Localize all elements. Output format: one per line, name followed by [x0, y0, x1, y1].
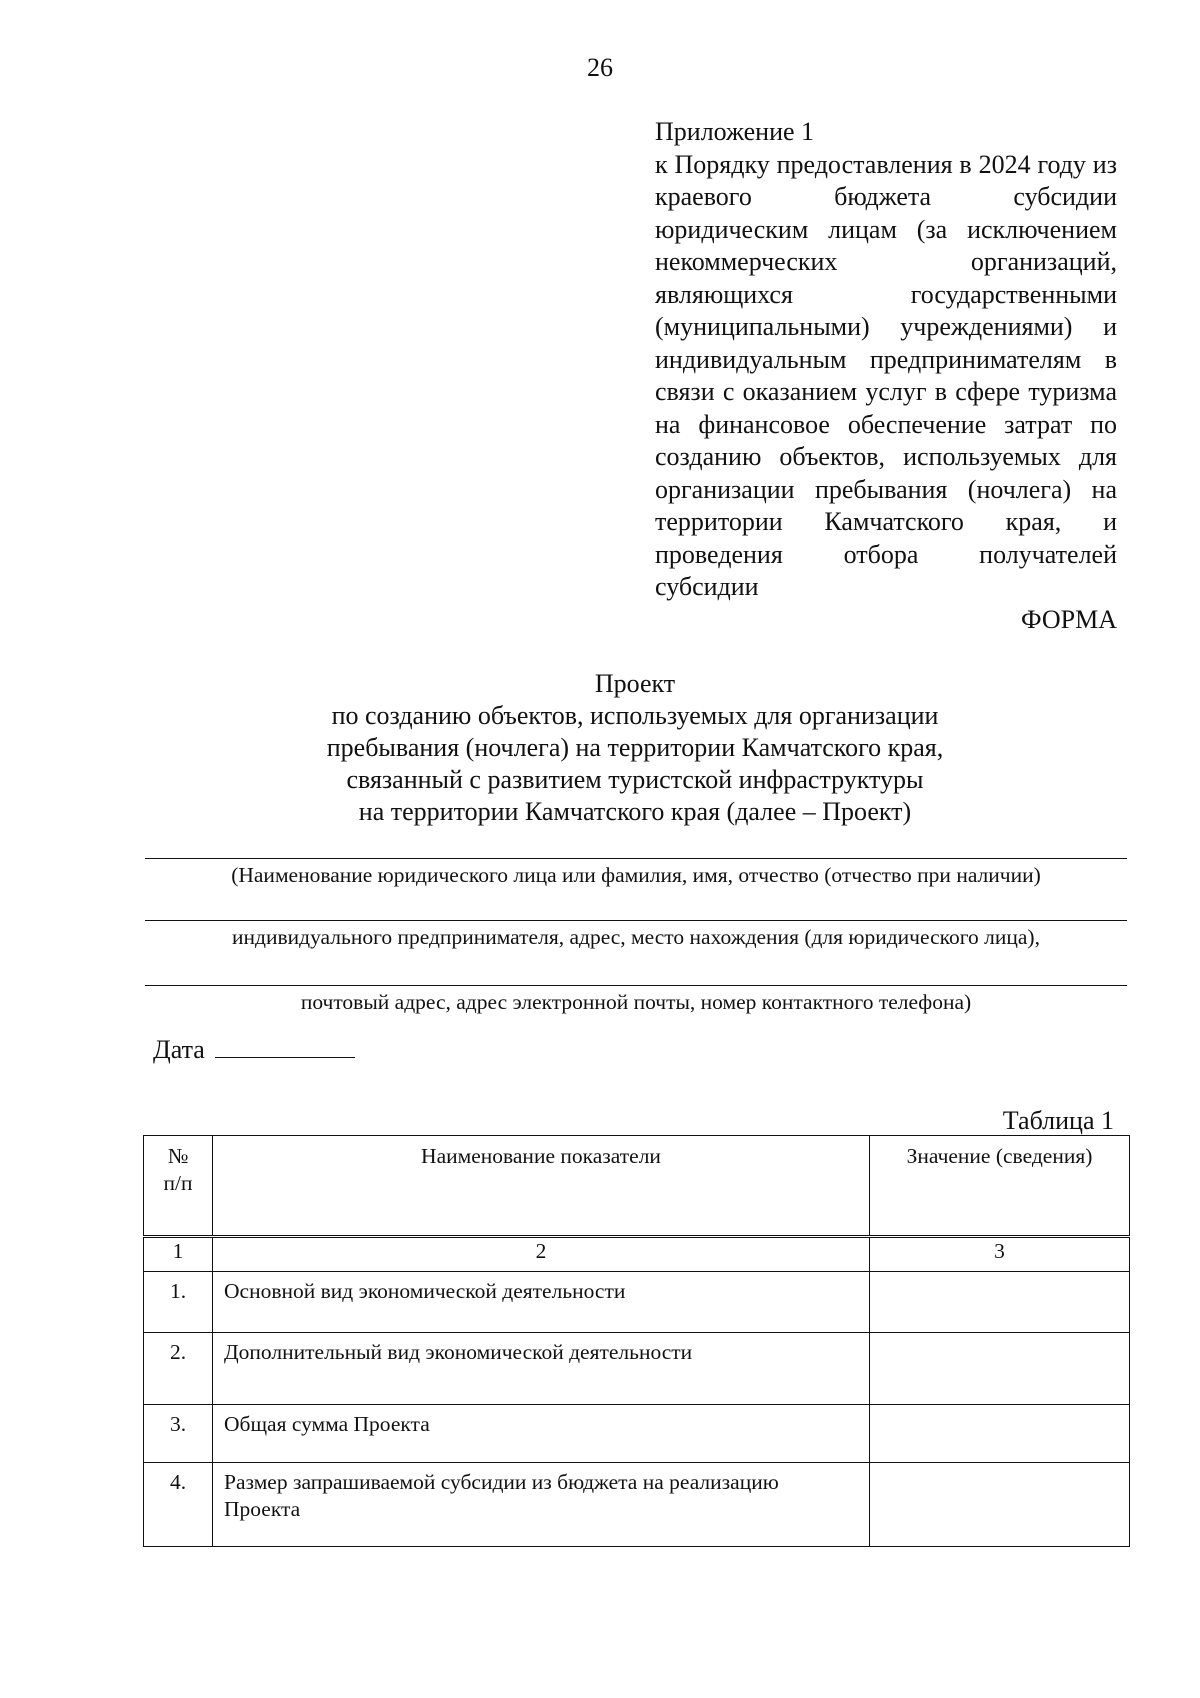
- row-value-cell[interactable]: [870, 1405, 1130, 1463]
- header-num-line: п/п: [163, 1171, 193, 1195]
- applicant-caption: индивидуального предпринимателя, адрес, место нахождения (для юридического лица),: [232, 925, 1040, 949]
- date-label: Дата: [153, 1035, 205, 1064]
- applicant-caption: (Наименование юридического лица или фамилия, имя, отчество (отчество при наличии): [231, 863, 1041, 887]
- table-row: [144, 1405, 1130, 1463]
- row-name: Дополнительный вид экономической деятельности: [213, 1333, 870, 1405]
- date-row: [153, 1033, 355, 1066]
- row-num: 2.: [144, 1333, 213, 1405]
- project-title-line: Проект: [594, 669, 676, 698]
- date-field[interactable]: [215, 1033, 355, 1058]
- appendix-block: [655, 116, 1117, 636]
- applicant-caption: почтовый адрес, адрес электронной почты, номер контактного телефона): [300, 990, 972, 1014]
- header-value: Значение (сведения): [870, 1136, 1130, 1236]
- header-name: Наименование показатели: [213, 1136, 870, 1236]
- applicant-fill-line[interactable]: [145, 920, 1127, 921]
- project-title: [200, 668, 1070, 828]
- row-value-cell[interactable]: [870, 1333, 1130, 1405]
- form-label: ФОРМА: [1021, 604, 1117, 634]
- applicant-fill-line[interactable]: [145, 858, 1127, 859]
- row-name: Размер запрашиваемой субсидии из бюджета на реализацию Проекта: [213, 1463, 870, 1547]
- table-row: [144, 1463, 1130, 1547]
- row-num: 1.: [144, 1272, 213, 1333]
- project-title-line: связанный с развитием туристской инфраструктуры: [346, 765, 924, 794]
- index-cell: 1: [144, 1238, 213, 1272]
- project-title-line: пребывания (ночлега) на территории Камчатского края,: [326, 733, 944, 762]
- row-value-cell[interactable]: [870, 1463, 1130, 1547]
- table-row: [144, 1333, 1130, 1405]
- header-num: [144, 1136, 213, 1236]
- index-cell: 3: [870, 1238, 1130, 1272]
- row-num: 4.: [144, 1463, 213, 1547]
- page-number: 26: [587, 53, 613, 82]
- row-name: Основной вид экономической деятельности: [213, 1272, 870, 1333]
- project-title-line: на территории Камчатского края (далее – Проект): [358, 797, 912, 826]
- index-row: [144, 1238, 1130, 1272]
- table-caption: Таблица 1: [1002, 1106, 1114, 1135]
- row-name: Общая сумма Проекта: [213, 1405, 870, 1463]
- index-cell: 2: [213, 1238, 870, 1272]
- applicant-fill-line[interactable]: [145, 985, 1127, 986]
- header-num-line: №: [167, 1144, 189, 1168]
- project-title-line: по созданию объектов, используемых для организации: [331, 701, 939, 730]
- data-table: [143, 1237, 1130, 1547]
- table-row: [144, 1272, 1130, 1333]
- table-header: [143, 1135, 1130, 1236]
- row-num: 3.: [144, 1405, 213, 1463]
- row-value-cell[interactable]: [870, 1272, 1130, 1333]
- appendix-text: к Порядку предоставления в 2024 году из краевого бюджета субсидии юридическим лицам (за исключением некоммерческих организаций, являющихся государственными (муниципальными) учреждениями) и индивидуальным предпринимателям в связи с оказанием услуг в сфере туризма на финансовое обеспечение затрат по созданию объектов, используемых для организации пребывания (ночлега) на территории Камчатского края, и проведения отбора получателей субсидии: [655, 149, 1117, 601]
- appendix-title: Приложение 1: [655, 117, 815, 146]
